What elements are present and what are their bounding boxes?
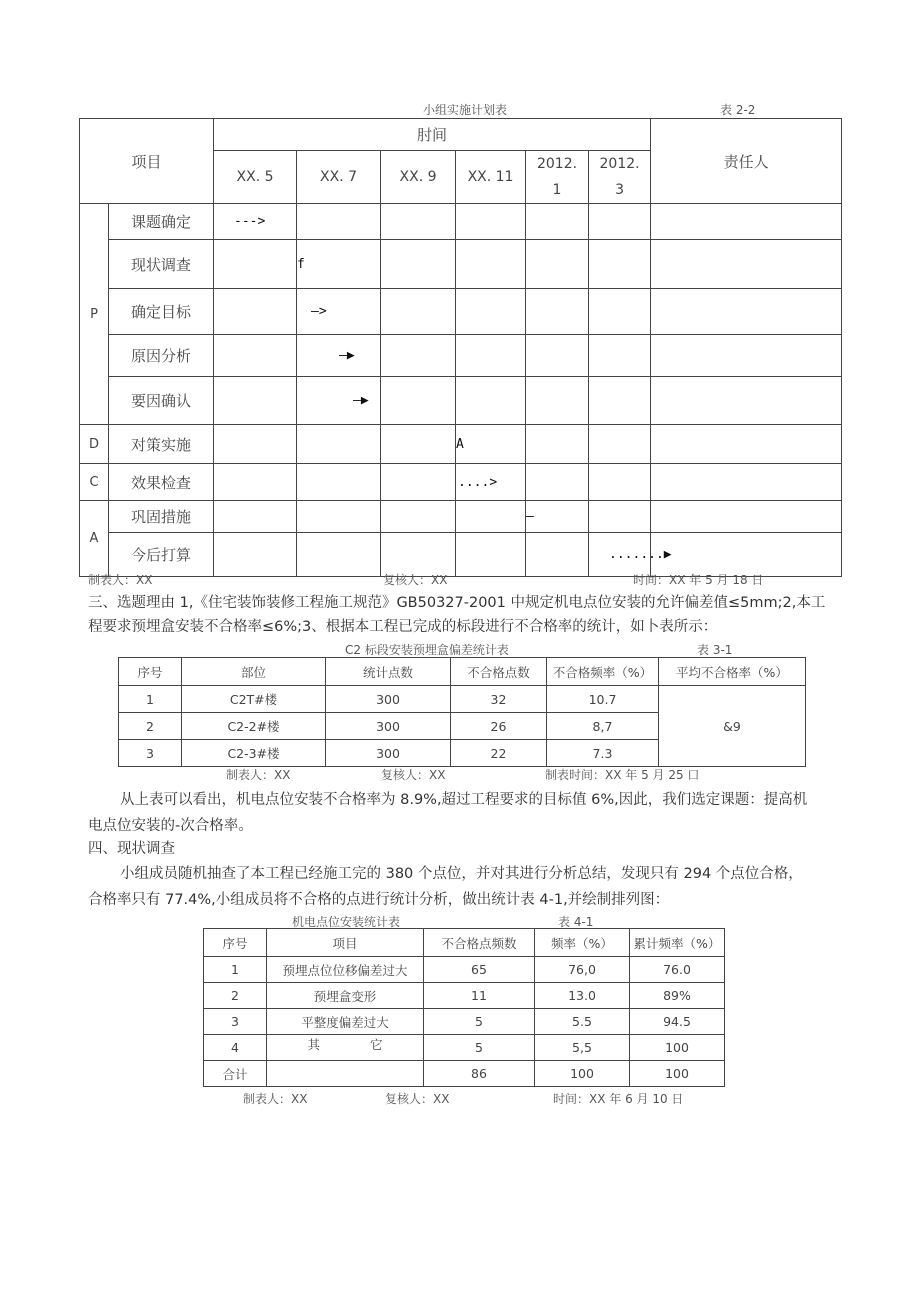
- table-cell: [267, 1061, 424, 1087]
- section-heading: 四、现状调查: [88, 841, 175, 857]
- table-cell: 5: [424, 1009, 535, 1035]
- period-cell: [526, 289, 589, 335]
- phase-c: C: [80, 464, 109, 501]
- row-label: 效果检查: [109, 464, 214, 501]
- table-cell: C2T#楼: [182, 686, 326, 713]
- table-cell: 7.3: [547, 740, 659, 767]
- period-cell: [297, 289, 381, 335]
- table-row: [204, 1061, 725, 1087]
- period-cell: [526, 335, 589, 377]
- column-header: 序号: [204, 929, 267, 957]
- period-cell: [589, 501, 651, 533]
- phase-a: A: [80, 501, 109, 577]
- period-cell: [526, 377, 589, 425]
- t31-table-no: 表 3-1: [697, 643, 733, 657]
- header-item: 项目: [80, 119, 214, 204]
- table-cell: 2: [119, 713, 182, 740]
- plan-row: [80, 464, 842, 501]
- column-header: 不合格点频数: [424, 929, 535, 957]
- table-cell: 100: [630, 1035, 725, 1061]
- table-cell: 11: [424, 983, 535, 1009]
- period-cell: [526, 533, 589, 577]
- plan-row: [80, 289, 842, 335]
- t41-table-no: 表 4-1: [558, 915, 594, 929]
- period-cell: [381, 425, 456, 464]
- progress-marker: f: [297, 256, 305, 272]
- progress-marker: A: [456, 436, 464, 452]
- period-cell: [589, 533, 672, 577]
- progress-marker: --->: [234, 214, 266, 229]
- period-cell: [297, 240, 381, 289]
- owner-cell: [651, 204, 842, 240]
- period-cell: [214, 464, 297, 501]
- table-cell: 合计: [204, 1061, 267, 1087]
- row-label: 确定目标: [109, 289, 214, 335]
- table-cell: 300: [326, 686, 451, 713]
- table-cell: 2: [204, 983, 267, 1009]
- owner-cell: [651, 377, 842, 425]
- table-cell: 65: [424, 957, 535, 983]
- progress-marker: ....>: [458, 474, 498, 490]
- plan-row: [80, 533, 842, 577]
- period-cell: [526, 240, 589, 289]
- period-cell: [381, 335, 456, 377]
- progress-marker: —>: [311, 304, 327, 319]
- table-cell: 平整度偏差过大: [267, 1009, 424, 1035]
- table-cell: C2-3#楼: [182, 740, 326, 767]
- row-label: 现状调查: [109, 240, 214, 289]
- owner-cell: [651, 335, 842, 377]
- plan-checker: 复核人：XX: [383, 573, 448, 587]
- plan-row: [80, 377, 842, 425]
- plan-row: [80, 425, 842, 464]
- average-rate: &9: [659, 686, 806, 767]
- table-cell: 100: [535, 1061, 630, 1087]
- period-cell: [297, 377, 381, 425]
- column-header: 平均不合格率（%）: [659, 658, 806, 686]
- period-cell: [214, 289, 297, 335]
- period-header: XX. 11: [456, 151, 526, 204]
- plan-row: [80, 335, 842, 377]
- period-cell: [381, 240, 456, 289]
- period-header: 2012. 1: [526, 151, 589, 204]
- period-header: 2012. 3: [589, 151, 651, 204]
- t41-time: 时间：XX 年 6 月 10 日: [553, 1092, 684, 1106]
- table-cell: 22: [451, 740, 547, 767]
- paragraph: 程要求预埋盒安装不合格率≤6%;3、根据本工程已完成的标段进行不合格率的统计，如卜表所示：: [88, 619, 718, 635]
- table-cell: 5.5: [535, 1009, 630, 1035]
- period-cell: [297, 335, 381, 377]
- plan-caption: 小组实施计划表: [423, 103, 508, 117]
- plan-maker: 制表人：XX: [88, 573, 153, 587]
- t41-caption: 机电点位安装统计表: [292, 915, 401, 929]
- table-cell: 8,7: [547, 713, 659, 740]
- period-cell: [381, 501, 456, 533]
- table-row: [119, 686, 806, 713]
- period-cell: [214, 377, 297, 425]
- table-cell: 预埋盒变形: [267, 983, 424, 1009]
- table-row: [204, 1009, 725, 1035]
- period-cell: [214, 240, 297, 289]
- period-cell: [456, 425, 526, 464]
- table-cell: 86: [424, 1061, 535, 1087]
- plan-row: [80, 204, 842, 240]
- period-cell: [214, 501, 297, 533]
- column-header: 累计频率（%）: [630, 929, 725, 957]
- deviation-table: [118, 657, 806, 767]
- period-cell: [381, 289, 456, 335]
- period-header: XX. 7: [297, 151, 381, 204]
- plan-row: [80, 240, 842, 289]
- period-cell: [297, 501, 381, 533]
- row-label: 课题确定: [109, 204, 214, 240]
- period-cell: [297, 204, 381, 240]
- period-cell: [381, 204, 456, 240]
- paragraph: 从上表可以看出，机电点位安装不合格率为 8.9%,超过工程要求的目标值 6%,因此，我们选定课题：提高机: [120, 792, 808, 808]
- period-cell: [456, 377, 526, 425]
- period-cell: [589, 240, 651, 289]
- owner-cell: [651, 425, 842, 464]
- period-cell: [297, 464, 381, 501]
- table-cell: 预埋点位位移偏差过大: [267, 957, 424, 983]
- period-cell: [526, 501, 589, 533]
- period-cell: [589, 377, 651, 425]
- progress-marker: —: [526, 509, 534, 524]
- period-cell: [589, 289, 651, 335]
- paragraph: 合格率只有 77.4%,小组成员将不合格的点进行统计分析，做出统计表 4-1,并绘制排列图：: [88, 892, 670, 908]
- paragraph: 小组成员随机抽查了本工程已经施工完的 380 个点位，并对其进行分析总结，发现只有 294 个点位合格，: [120, 866, 803, 882]
- period-cell: [589, 425, 651, 464]
- period-cell: [214, 533, 297, 577]
- period-cell: [381, 377, 456, 425]
- table-cell: 300: [326, 713, 451, 740]
- progress-marker: —▶: [353, 393, 369, 408]
- period-header: XX. 5: [214, 151, 297, 204]
- row-label: 对策实施: [109, 425, 214, 464]
- period-cell: [214, 425, 297, 464]
- table-cell: 其 它: [267, 1035, 424, 1061]
- table-cell: 76,0: [535, 957, 630, 983]
- owner-cell: [651, 464, 842, 501]
- column-header: 不合格频率（%）: [547, 658, 659, 686]
- table-cell: 3: [204, 1009, 267, 1035]
- table-cell: 94.5: [630, 1009, 725, 1035]
- plan-row: [80, 501, 842, 533]
- period-cell: [214, 204, 297, 240]
- period-cell: [589, 204, 651, 240]
- column-header: 部位: [182, 658, 326, 686]
- table-cell: 32: [451, 686, 547, 713]
- period-cell: [297, 533, 381, 577]
- table-cell: 89%: [630, 983, 725, 1009]
- period-cell: [589, 335, 651, 377]
- t31-time: 制表时间：XX 年 5 月 25 口: [545, 768, 700, 782]
- period-cell: [526, 425, 589, 464]
- paragraph: 三、选题理由 1,《住宅装饰装修工程施工规范》GB50327-2001 中规定机电点位安装的允许偏差值≤5mm;2,本工: [88, 595, 826, 611]
- table-cell: C2-2#楼: [182, 713, 326, 740]
- table-cell: 3: [119, 740, 182, 767]
- plan-table: [79, 118, 842, 577]
- plan-time: 时间：XX 年 5 月 18 日: [633, 573, 764, 587]
- table-row: [204, 1035, 725, 1061]
- period-cell: [381, 464, 456, 501]
- period-cell: [456, 240, 526, 289]
- paragraph: 电点位安装的-次合格率。: [88, 818, 253, 834]
- period-cell: [526, 464, 589, 501]
- table-row: [204, 957, 725, 983]
- table-cell: 76.0: [630, 957, 725, 983]
- column-header: 统计点数: [326, 658, 451, 686]
- phase-d: D: [80, 425, 109, 464]
- progress-marker: —▶: [339, 348, 355, 363]
- table-cell: 5: [424, 1035, 535, 1061]
- table-cell: 300: [326, 740, 451, 767]
- row-label: 今后打算: [109, 533, 214, 577]
- period-header: XX. 9: [381, 151, 456, 204]
- point-stats-table: [203, 928, 725, 1087]
- column-header: 项目: [267, 929, 424, 957]
- period-cell: [456, 533, 526, 577]
- period-cell: [526, 204, 589, 240]
- column-header: 序号: [119, 658, 182, 686]
- header-time: 肘间: [214, 119, 651, 151]
- table-cell: 13.0: [535, 983, 630, 1009]
- table-cell: 26: [451, 713, 547, 740]
- table-cell: 1: [119, 686, 182, 713]
- period-cell: [589, 464, 651, 501]
- period-cell: [381, 533, 456, 577]
- period-cell: [456, 501, 526, 533]
- table-row: [204, 983, 725, 1009]
- period-cell: [297, 425, 381, 464]
- period-cell: [456, 204, 526, 240]
- t31-maker: 制表人：XX: [226, 768, 291, 782]
- column-header: 不合格点数: [451, 658, 547, 686]
- table-cell: 5,5: [535, 1035, 630, 1061]
- plan-table-no: 表 2-2: [720, 103, 756, 117]
- period-cell: [214, 335, 297, 377]
- table-cell: 100: [630, 1061, 725, 1087]
- table-cell: 4: [204, 1035, 267, 1061]
- header-owner: 责任人: [651, 119, 842, 204]
- period-cell: [456, 335, 526, 377]
- table-cell: 1: [204, 957, 267, 983]
- progress-marker: .......▶: [609, 547, 672, 562]
- t41-maker: 制表人：XX: [243, 1092, 308, 1106]
- phase-p: P: [80, 204, 109, 425]
- table-cell: 10.7: [547, 686, 659, 713]
- t31-checker: 复核人：XX: [381, 768, 446, 782]
- owner-cell: [651, 289, 842, 335]
- column-header: 频率（%）: [535, 929, 630, 957]
- row-label: 原因分析: [109, 335, 214, 377]
- period-cell: [456, 289, 526, 335]
- owner-cell: [651, 240, 842, 289]
- t41-checker: 复核人：XX: [385, 1092, 450, 1106]
- row-label: 要因确认: [109, 377, 214, 425]
- t31-caption: C2 标段安装预埋盒偏差统计表: [345, 643, 509, 657]
- period-cell: [456, 464, 526, 501]
- owner-cell: [651, 501, 842, 533]
- row-label: 巩固措施: [109, 501, 214, 533]
- owner-cell: [651, 533, 842, 577]
